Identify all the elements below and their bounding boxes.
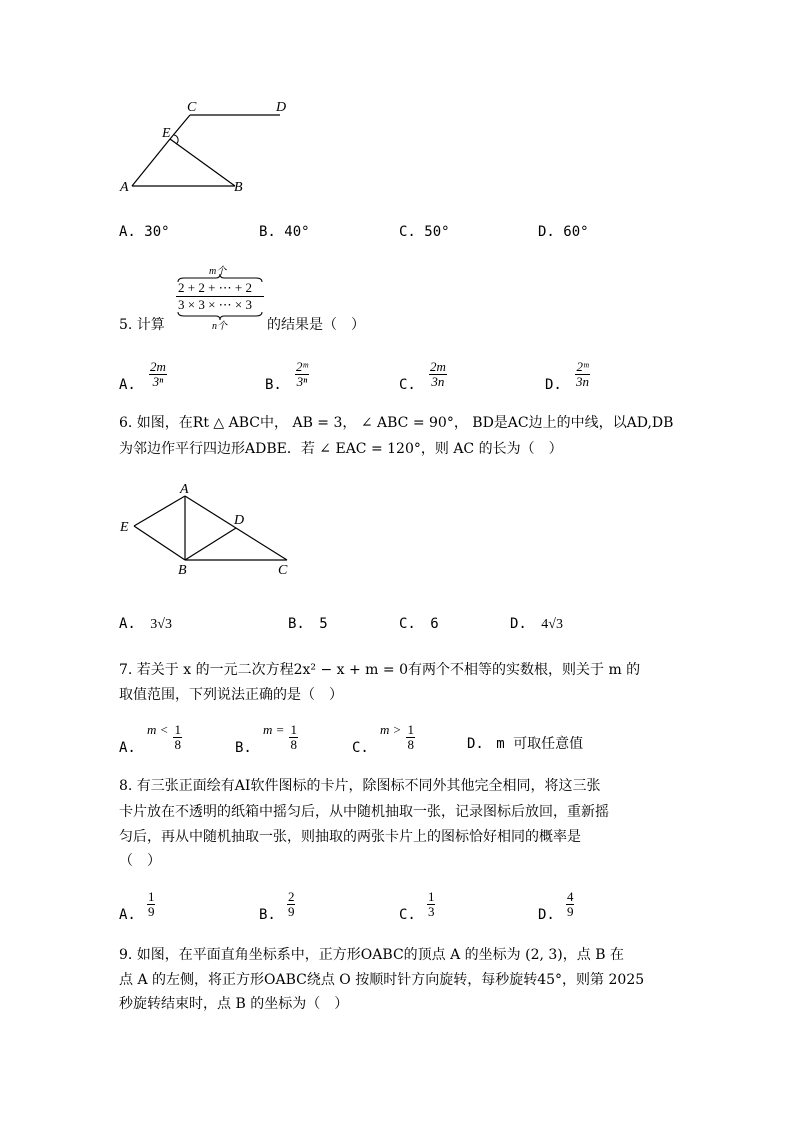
q5-top-brace-label: m个 (209, 266, 227, 277)
segment-bd (185, 528, 236, 560)
q6-option-c[interactable] (399, 616, 439, 632)
q8-text-line-3: 匀后，再从中随机抽取一张，则抽取的两张卡片上的图标恰好相同的概率是 (119, 829, 581, 845)
label-e: E (120, 520, 129, 535)
q7-option-c[interactable] (352, 722, 415, 756)
q6-option-d-label: D. (510, 616, 527, 632)
q5-option-c-fraction: $\frac{2m}{3n}$ (429, 359, 446, 389)
q6-option-a[interactable] (119, 616, 172, 633)
segment-ae (132, 139, 170, 186)
q5-option-d-fraction: $\frac{\text{2ᵐ}}{3n}$ (575, 359, 589, 389)
q8-option-b-label: B. (259, 907, 276, 923)
q6-option-c-label: C. (399, 616, 416, 632)
q4-option-b[interactable]: B. 40° (259, 224, 310, 240)
q8-option-c[interactable] (399, 890, 435, 923)
label-e: E (162, 126, 171, 141)
q7-option-d[interactable] (467, 733, 583, 753)
q7-option-a-label: A. (119, 740, 136, 756)
label-b: B (234, 180, 243, 195)
q9-text-line-1: 9. 如图，在平面直角坐标系中，正方形OABC的顶点 A 的坐标为 (2, 3)，点 B 在 (119, 947, 624, 963)
segment-eb (134, 526, 185, 560)
q8-text-line-4: （ ） (119, 853, 161, 869)
q8-option-a-fraction: $\frac{1}{9}$ (147, 889, 155, 919)
q8-option-b-fraction: $\frac{2}{9}$ (287, 889, 295, 919)
q5-expression (176, 262, 264, 332)
q7-option-b[interactable] (235, 722, 298, 756)
q6-option-d[interactable] (510, 616, 563, 633)
q6-text-line-1: 6. 如图，在Rt △ ABC中， AB = 3， ∠ ABC = 90°， BD是AC边上的中线，以AD,DB (119, 415, 674, 431)
q7-option-c-lhs: m > (379, 722, 402, 737)
q6-option-b[interactable] (288, 616, 328, 632)
q5-option-c-label: C. (399, 377, 416, 393)
q7-option-a-lhs: m < (146, 722, 169, 737)
label-a: A (120, 180, 129, 195)
q5-option-c[interactable] (399, 360, 447, 393)
figure-q4 (110, 95, 300, 200)
q5-option-b-fraction: $\frac{\text{2ᵐ}}{\text{3ⁿ}}$ (295, 359, 308, 389)
q8-text-line-1: 8. 有三张正面绘有AI软件图标的卡片，除图标不同外其他完全相同，将这三张 (119, 778, 601, 794)
q5-denominator: 3 × 3 × ⋯ × 3 (178, 297, 252, 312)
q7-option-d-text: m 可取任意值 (496, 736, 584, 752)
segment-ce (170, 115, 190, 139)
q7-text-line-2: 取值范围，下列说法正确的是（ ） (119, 687, 343, 703)
q5-option-b[interactable] (265, 360, 309, 393)
q8-option-c-label: C. (399, 907, 416, 923)
q6-option-a-label: A. (119, 616, 136, 632)
label-a: A (180, 482, 189, 497)
label-d: D (276, 100, 287, 115)
q7-text-line-1: 7. 若关于 x 的一元二次方程2x² − x + m = 0有两个不相等的实数根，则关于 m 的 (119, 662, 641, 678)
q7-option-b-fraction: $\frac{1}{8}$ (290, 722, 297, 752)
q5-option-a-fraction: $\frac{2m}{\text{3ⁿ}}$ (149, 359, 166, 389)
segment-ea (134, 496, 185, 526)
q6-option-d-value: 4√3 (541, 617, 563, 632)
q7-option-c-fraction: $\frac{1}{8}$ (407, 722, 414, 752)
q6-option-c-value: 6 (430, 616, 439, 632)
q7-option-a[interactable] (119, 722, 182, 756)
q6-option-b-label: B. (288, 616, 305, 632)
q8-option-d-label: D. (538, 907, 555, 923)
q8-option-d-fraction: $\frac{4}{9}$ (566, 889, 574, 919)
q7-option-b-lhs: m = (262, 722, 285, 737)
q4-option-d[interactable]: D. 60° (538, 224, 589, 240)
q5-option-a[interactable] (119, 360, 167, 393)
q5-option-a-label: A. (119, 377, 136, 393)
q5-suffix: 的结果是（ ） (267, 317, 365, 333)
q7-option-a-fraction: $\frac{1}{8}$ (174, 722, 181, 752)
q6-option-a-value: 3√3 (150, 617, 172, 632)
figure-q6 (112, 478, 302, 578)
q8-option-d[interactable] (538, 890, 574, 923)
q9-text-line-3: 秒旋转结束时，点 B 的坐标为（ ） (119, 996, 349, 1012)
q6-text-line-2: 为邻边作平行四边形ADBE．若 ∠ EAC = 120°，则 AC 的长为（ ） (119, 441, 563, 457)
q8-option-a-label: A. (119, 907, 136, 923)
q7-option-b-label: B. (235, 740, 252, 756)
q5-bottom-brace-label: n个 (212, 321, 227, 332)
q7-option-d-label: D. (467, 736, 484, 752)
q6-option-b-value: 5 (319, 616, 328, 632)
q8-option-b[interactable] (259, 890, 295, 923)
q5-option-b-label: B. (265, 377, 282, 393)
q5-numerator: 2 + 2 + ⋯ + 2 (178, 280, 252, 295)
q4-option-c[interactable]: C. 50° (399, 224, 450, 240)
segment-eb (170, 139, 235, 186)
q5-option-d-label: D. (545, 377, 562, 393)
label-d: D (234, 513, 245, 528)
label-c: C (187, 100, 197, 115)
q7-option-c-label: C. (352, 740, 369, 756)
q5-prefix: 5. 计算 (119, 317, 165, 333)
q8-text-line-2: 卡片放在不透明的纸箱中摇匀后，从中随机抽取一张，记录图标后放回，重新摇 (119, 804, 609, 820)
q5-option-d[interactable] (545, 360, 590, 393)
q8-option-a[interactable] (119, 890, 155, 923)
label-b: B (178, 563, 187, 578)
label-c: C (278, 563, 288, 578)
q8-option-c-fraction: $\frac{1}{3}$ (427, 889, 435, 919)
q4-option-a[interactable]: A. 30° (119, 224, 170, 240)
q9-text-line-2: 点 A 的左侧，将正方形OABC绕点 O 按顺时针方向旋转，每秒旋转45°，则第 2025 (119, 972, 645, 988)
